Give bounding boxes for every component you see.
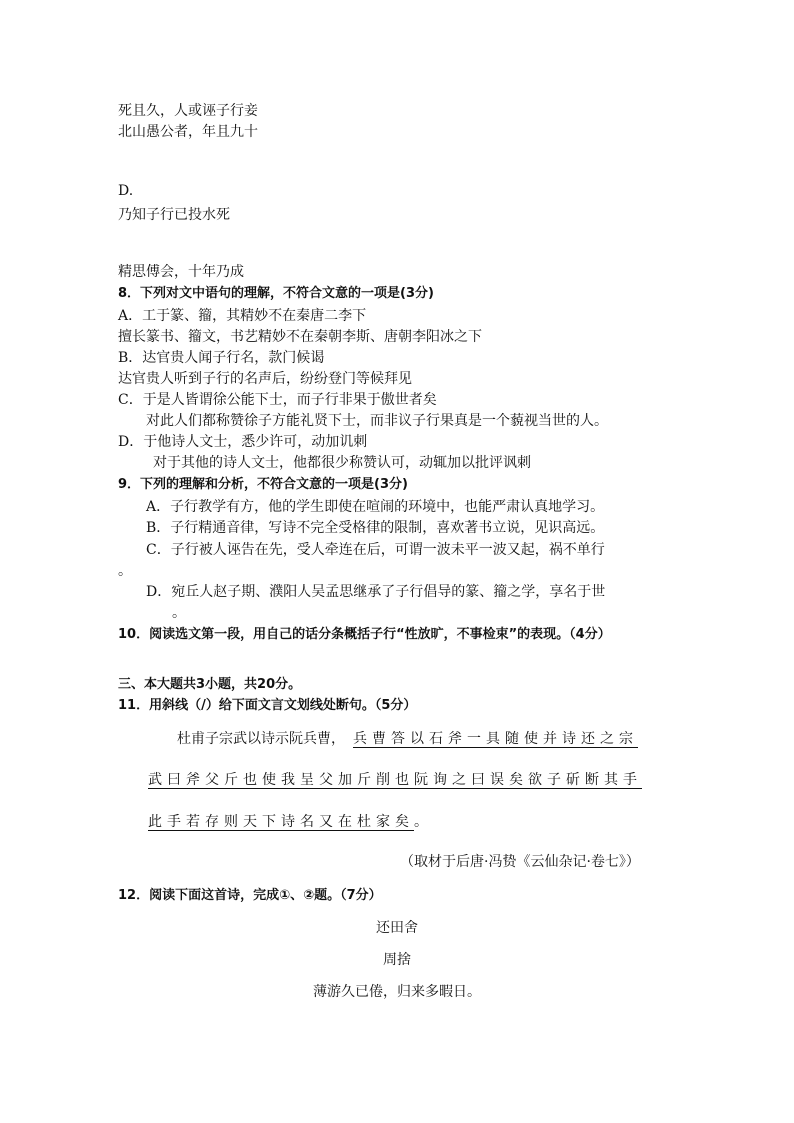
q9-option-d-end: 。 [172,605,186,621]
q8-option-b-explanation: 达官贵人听到子行的名声后，纷纷登门等候拜见 [118,371,412,387]
poem-author: 周捨 [383,952,411,968]
q11-underlined-text: 兵曹答以石斧一具随使并诗还之宗 [353,731,638,747]
q8-option-a: A．工于篆、籀，其精妙不在秦唐二李下 [118,308,367,324]
q11-underlined-text: 此手若存则天下诗名又在杜家矣 [148,814,414,830]
question-9-title: 9．下列的理解和分析，不符合文意的一项是(3分) [118,477,408,492]
q8-option-c: C．于是人皆谓徐公能下士，而子行非果于傲世者矣 [118,392,437,408]
poem-line: 薄游久已倦，归来多暇日。 [313,984,481,1000]
q9-option-b: B．子行精通音律，写诗不完全受格律的限制，喜欢著书立说，见识高远。 [146,520,605,536]
q8-option-a-explanation: 擅长篆书、籀文，书艺精妙不在秦朝李斯、唐朝李阳冰之下 [118,329,482,345]
text-line: 乃知子行已投水死 [118,207,230,223]
q11-source: （取材于后唐·冯贽《云仙杂记·卷七》） [400,854,640,870]
q8-option-d-explanation: 对于其他的诗人文士，他都很少称赞认可，动辄加以批评讽刺 [153,455,531,471]
question-11-title: 11．用斜线（/）给下面文言文划线处断句。（5分） [118,698,417,713]
q11-underlined-text: 武曰斧父斤也使我呈父加斤削也阮询之曰误矣欲子斫断其手 [148,772,642,788]
poem-title: 还田舍 [376,920,418,936]
q9-option-c-end: 。 [118,563,132,579]
q9-option-d: D．宛丘人赵子期、濮阳人吴孟思继承了子行倡导的篆、籀之学，享名于世 [146,584,606,600]
section-3-title: 三、本大题共3小题，共20分。 [118,677,302,692]
question-8-title: 8．下列对文中语句的理解，不符合文意的一项是(3分) [118,286,434,301]
q9-option-a: A．子行教学有方，他的学生即使在喧闹的环境中，也能严肃认真地学习。 [146,499,605,515]
question-12-title: 12．阅读下面这首诗，完成①、②题。（7分） [118,888,382,903]
text-line: 精思傅会，十年乃成 [118,264,244,280]
q11-passage-line-1 [177,729,638,749]
text-line: 死且久，人或诬子行妾 [118,103,258,119]
q8-option-c-explanation: 对此人们都称赞徐子方能礼贤下士，而非议子行果真是一个藐视当世的人。 [146,413,608,429]
q9-option-c: C．子行被人诬告在先，受人牵连在后，可谓一波未平一波又起，祸不单行 [146,542,605,558]
q11-passage-end: 。 [414,814,428,830]
q8-option-b: B．达官贵人闻子行名，款门候谒 [118,350,325,366]
q11-passage-line-3 [148,812,428,832]
text-line: 北山愚公者，年且九十 [118,124,258,140]
option-label: D. [118,183,134,199]
question-10-title: 10．阅读选文第一段，用自己的话分条概括子行“性放旷，不事检束”的表现。（4分） [118,627,611,642]
q11-passage-plain: 杜甫子宗武以诗示阮兵曹， [177,731,345,747]
q11-passage-line-2 [148,770,642,790]
q8-option-d: D．于他诗人文士，悉少许可，动加讥刺 [118,434,368,450]
